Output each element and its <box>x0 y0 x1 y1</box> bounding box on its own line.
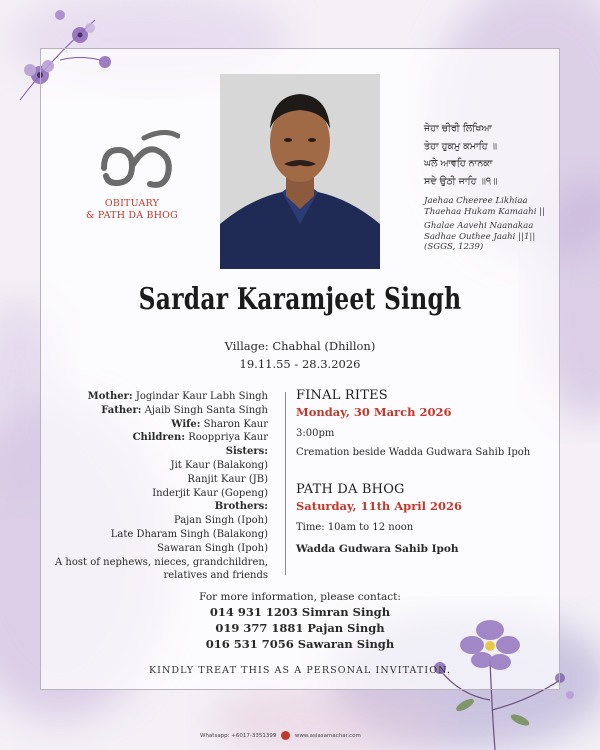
contact-line: 014 931 1203 Simran Singh <box>209 605 391 619</box>
invitation-note: KINDLY TREAT THIS AS A PERSONAL INVITATION. <box>148 665 452 676</box>
wife-label: Wife: <box>171 418 201 430</box>
gurbani-verse <box>424 120 564 190</box>
brothers-heading: Brothers: <box>214 501 268 513</box>
obituary-line-2: & PATH DA BHOG <box>86 210 178 221</box>
path-da-bhog-place: Wadda Gudwara Sahib Ipoh <box>296 543 459 555</box>
sister-item: Inderjit Kaur (Gopeng) <box>152 487 268 499</box>
final-rites-place: Cremation beside Wadda Gudwara Sahib Ipoh <box>296 447 531 458</box>
obituary-line-1: OBITUARY <box>104 198 160 209</box>
column-divider <box>285 392 286 575</box>
final-rites-date: Monday, 30 March 2026 <box>296 405 452 419</box>
obituary-label <box>52 198 212 222</box>
sister-item: Ranjit Kaur (JB) <box>187 473 268 485</box>
verse-transliteration <box>424 196 564 257</box>
path-da-bhog-date: Saturday, 11th April 2026 <box>296 499 463 513</box>
village: Village: Chabhal (Dhillon) <box>224 339 376 353</box>
wife-value: Sharon Kaur <box>203 418 268 430</box>
contact-line: 019 377 1881 Pajan Singh <box>215 621 385 635</box>
contact-list <box>60 604 540 652</box>
verse-line-2: ਤੇਹਾ ਹੁਕਮੁ ਕਮਾਹਿ ॥ <box>424 140 497 152</box>
family-list <box>46 390 268 583</box>
final-rites-time: 3:00pm <box>296 428 335 439</box>
sister-item: Jit Kaur (Balakong) <box>170 459 268 471</box>
mother-row <box>46 390 268 404</box>
website-link[interactable]: www.asiasamachar.com <box>294 733 361 739</box>
deceased-name: Sardar Karamjeet Singh <box>138 282 462 317</box>
contact-intro: For more information, please contact: <box>199 591 401 603</box>
father-value: Ajaib Singh Santa Singh <box>144 404 268 416</box>
final-rites-title: FINAL RITES <box>296 388 388 403</box>
mother-label: Mother: <box>87 391 133 402</box>
mother-value: Jogindar Kaur Labh Singh <box>135 391 268 402</box>
transliteration-1: Jaehaa Cheeree Likhiaa Thaehaa Hukam Kamaahi || <box>424 196 545 217</box>
father-row <box>46 404 268 418</box>
contact-line: 016 531 7056 Sawaran Singh <box>205 637 395 651</box>
sisters-label <box>46 445 268 459</box>
others-line: A host of nephews, nieces, grandchildren, <box>55 556 268 568</box>
life-dates: 19.11.55 - 28.3.2026 <box>239 357 361 371</box>
children-row <box>46 431 268 445</box>
verse-line-4: ਸਦੇ ਉਠੀ ਜਾਹਿ ॥੧॥ <box>424 175 498 187</box>
portrait-photo <box>220 74 380 269</box>
others-line: relatives and friends <box>163 570 268 582</box>
brother-item: Late Dharam Singh (Balakong) <box>110 528 268 540</box>
brother-item: Sawaran Singh (Ipoh) <box>157 542 268 554</box>
sisters-heading: Sisters: <box>225 446 268 458</box>
brothers-label <box>46 500 268 514</box>
brother-item: Pajan Singh (Ipoh) <box>173 515 268 527</box>
verse-line-3: ਘਲੇ ਆਵਹਿ ਨਾਨਕਾ <box>424 158 493 169</box>
rites-column <box>296 388 556 555</box>
children-value: Rooppriya Kaur <box>188 432 268 444</box>
asia-samachar-logo-icon <box>281 731 290 740</box>
footer <box>200 731 460 740</box>
children-label: Children: <box>132 432 186 444</box>
verse-line-1: ਜੇਹਾ ਚੀਰੀ ਲਿਖਿਆ <box>424 123 492 134</box>
father-label: Father: <box>101 404 142 416</box>
path-da-bhog-time: Time: 10am to 12 noon <box>296 522 414 533</box>
transliteration-2: Ghalae Aavehi Naanakaa Sadhae Outhee Jaahi ||1|| (SGGS, 1239) <box>424 221 536 252</box>
wife-row <box>46 418 268 432</box>
path-da-bhog-title: PATH DA BHOG <box>296 482 405 497</box>
ik-onkar-icon <box>94 128 180 206</box>
whatsapp-number: Whatsapp: +6017-3351399 <box>200 733 277 739</box>
